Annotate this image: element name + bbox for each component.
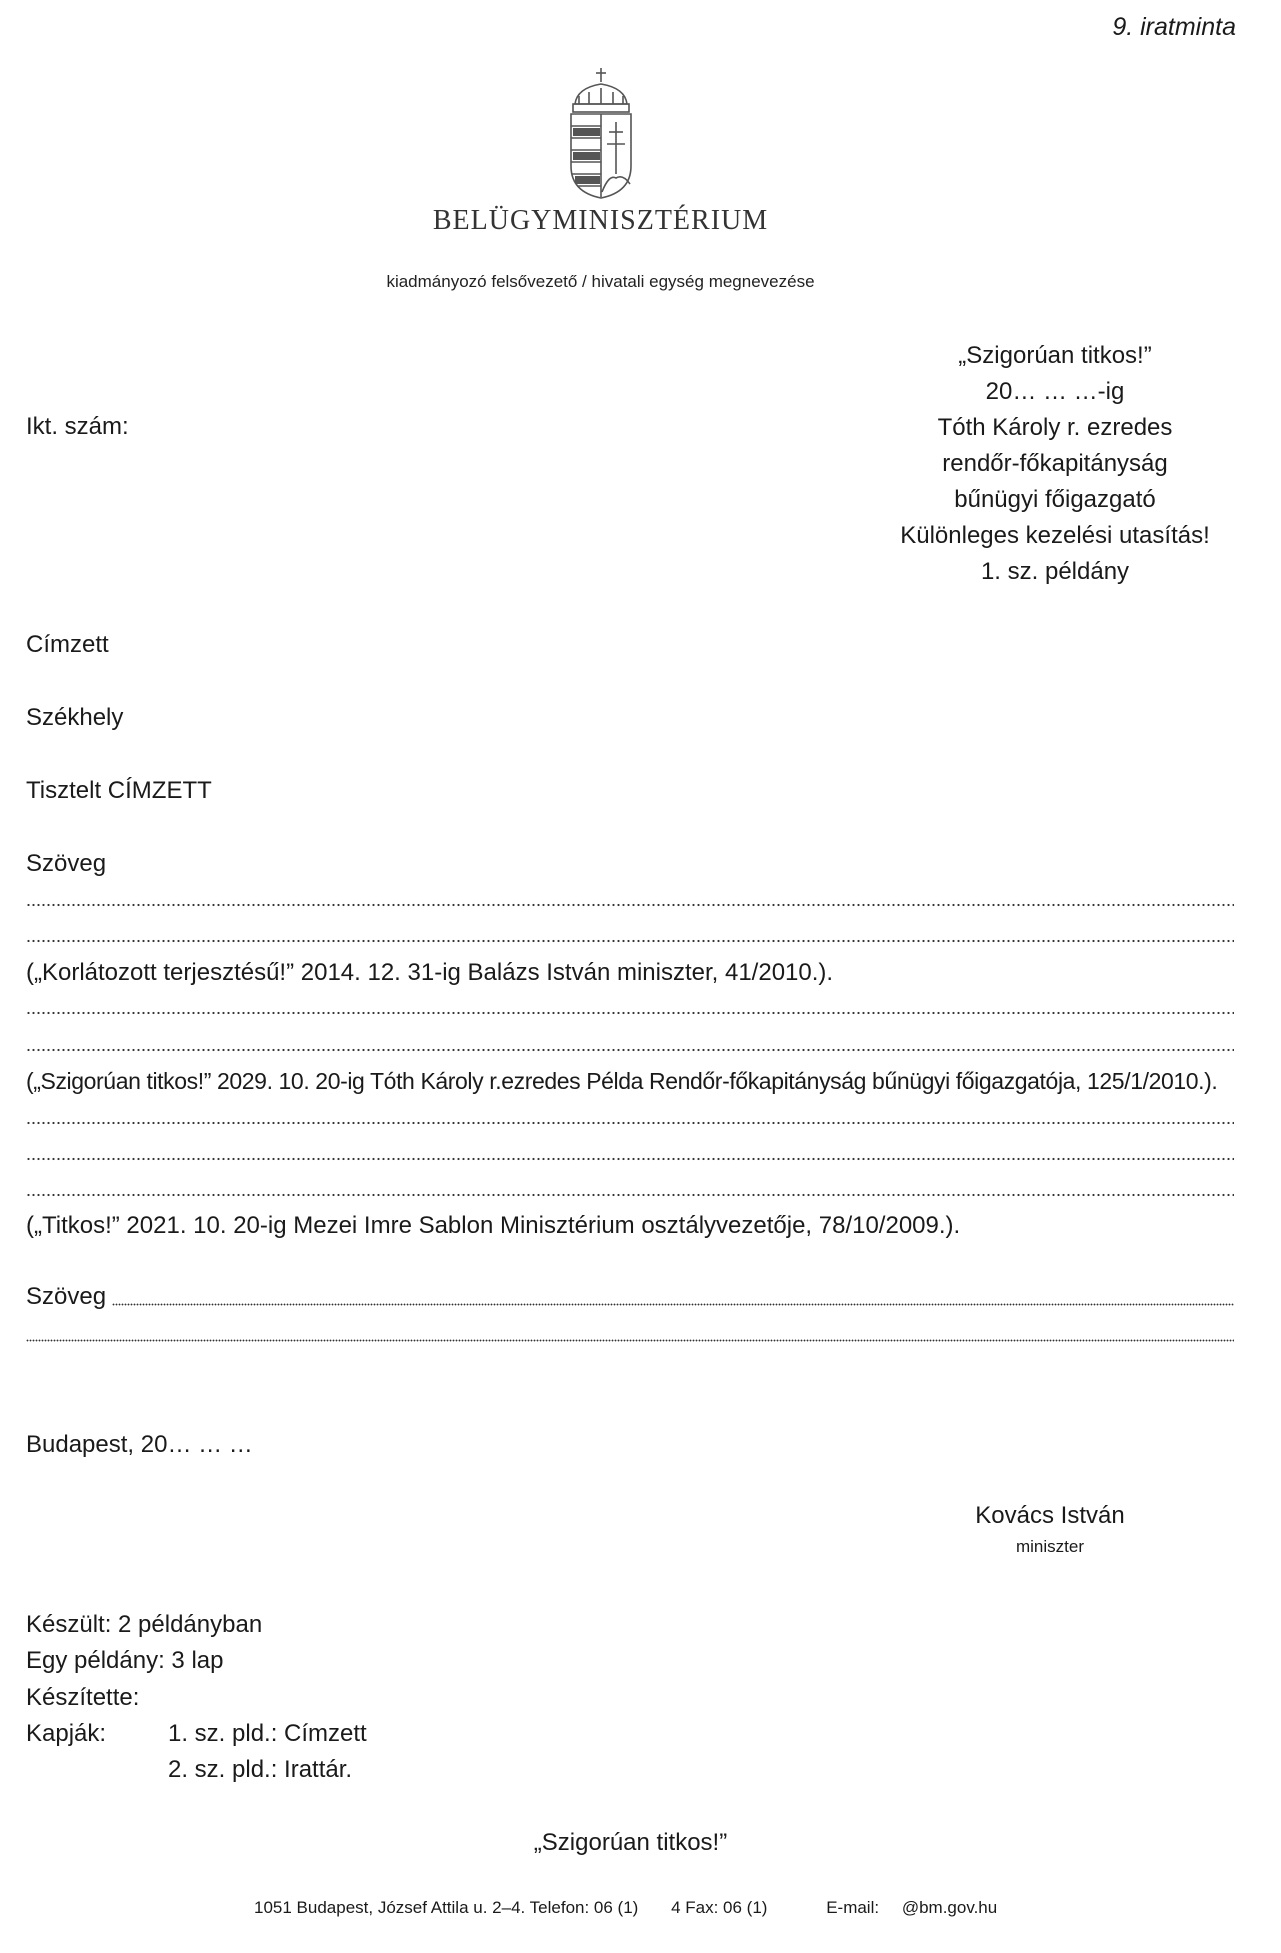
footer-address: 1051 Budapest, József Attila u. 2–4. Telefon: 06 (1) [254, 1898, 639, 1917]
dotted-line [26, 939, 1234, 943]
footer-email-label: E-mail: [826, 1898, 880, 1917]
classification-line: Különleges kezelési utasítás! [900, 522, 1210, 549]
footer-fax: 4 Fax: 06 (1) [671, 1898, 768, 1917]
footer-classification: „Szigorúan titkos!” [533, 1829, 728, 1856]
dotted-line [112, 1303, 1234, 1306]
copies-made: Készült: 2 példányban [26, 1611, 263, 1638]
pages-per-copy: Egy példány: 3 lap [26, 1647, 224, 1674]
ministry-name: BELÜGYMINISZTÉRIUM [432, 205, 769, 236]
place-date: Budapest, 20… … … [26, 1431, 253, 1458]
classification-block [900, 338, 1210, 590]
seat: Székhely [26, 704, 124, 731]
dotted-line [26, 1193, 1234, 1197]
classification-line: Tóth Károly r. ezredes [937, 414, 1173, 441]
text-heading: Szöveg [26, 850, 107, 877]
signer-title: miniszter [1015, 1537, 1084, 1556]
classification-line: rendőr-főkapitányság [942, 450, 1168, 477]
hungarian-coat-of-arms-icon [565, 66, 637, 200]
document-sample-label: 9. iratminta [1112, 13, 1236, 41]
signer-name: Kovács István [975, 1502, 1125, 1529]
dotted-line [26, 1157, 1234, 1161]
salutation: Tisztelt CÍMZETT [26, 777, 212, 804]
classification-line: „Szigorúan titkos!” [958, 342, 1152, 369]
recipient-entry: 1. sz. pld.: Címzett [168, 1720, 367, 1747]
unit-name: kiadmányozó felsővezető / hivatali egység megnevezése [386, 272, 815, 291]
classification-line: bűnügyi főigazgató [954, 486, 1156, 513]
dotted-line [26, 1011, 1234, 1015]
footer-contact [254, 1898, 997, 1918]
classification-note: („Titkos!” 2021. 10. 20-ig Mezei Imre Sablon Minisztérium osztályvezetője, 78/10/2009.). [26, 1212, 961, 1239]
dotted-line [26, 1048, 1234, 1052]
prepared-by: Készítette: [26, 1684, 140, 1711]
footer-email-domain: @bm.gov.hu [901, 1898, 998, 1917]
recipients-label: Kapják: [26, 1720, 107, 1747]
dotted-line [26, 903, 1234, 907]
classification-note: („Korlátozott terjesztésű!” 2014. 12. 31-ig Balázs István miniszter, 41/2010.). [26, 959, 834, 986]
dotted-line [26, 1121, 1234, 1125]
recipient: Címzett [26, 631, 109, 658]
classification-line: 1. sz. példány [980, 558, 1130, 585]
classification-line: 20… … …-ig [985, 378, 1125, 405]
dotted-line [26, 1339, 1234, 1342]
classification-note: („Szigorúan titkos!” 2029. 10. 20-ig Tóth Károly r.ezredes Példa Rendőr-főkapitányság bűnügyi főigazgatója, 125/1/2010.). [26, 1068, 1218, 1094]
text-label: Szöveg [26, 1283, 107, 1310]
ikt-number-label: Ikt. szám: [26, 413, 129, 440]
recipient-entry: 2. sz. pld.: Irattár. [168, 1756, 353, 1783]
